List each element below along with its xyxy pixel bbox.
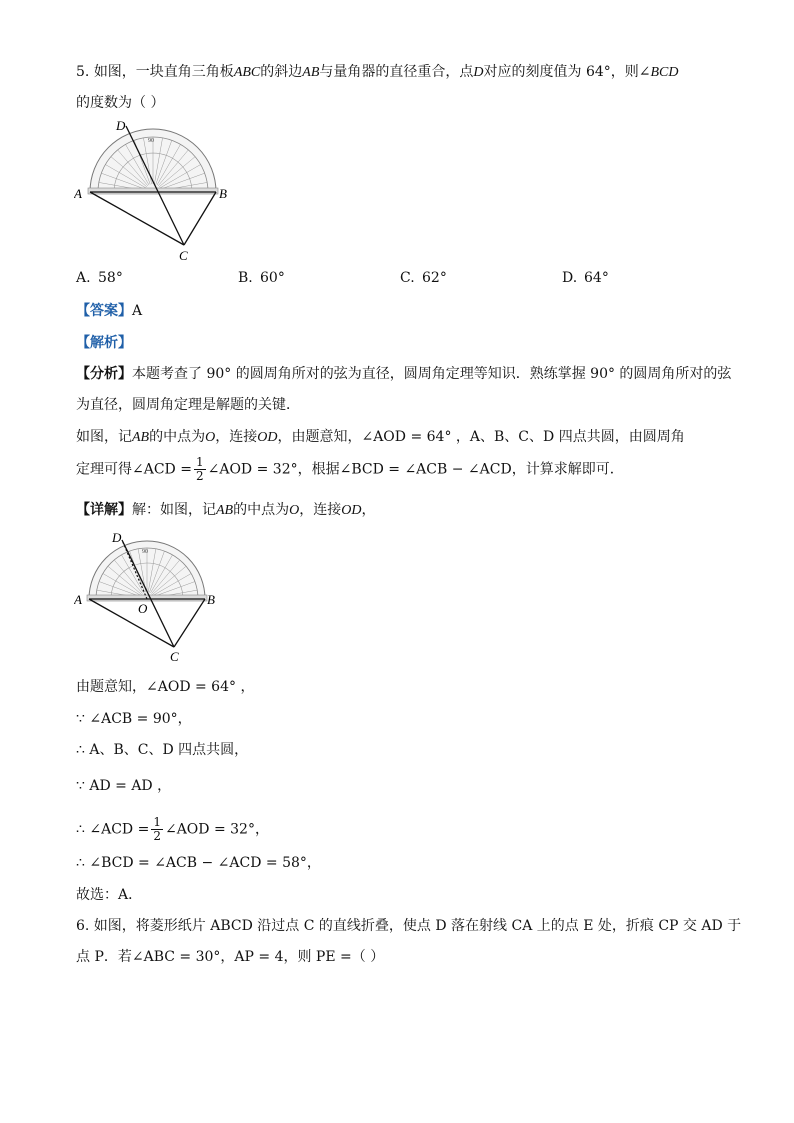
option-d[interactable]: D. 64° xyxy=(562,270,609,286)
q5-stem-line1: 5. 如图，一块直角三角板ABC的斜边AB与量角器的直径重合，点D对应的刻度值为 64°，则∠BCD xyxy=(76,64,679,80)
analysis-heading: 【解析】 xyxy=(76,335,132,351)
answer-line xyxy=(76,301,142,321)
fraction-half: $\frac{1}{2}$ xyxy=(195,455,204,483)
detail-line: 【详解】解：如图，记AB的中点为O，连接OD， xyxy=(76,502,376,518)
step-1: 由题意知，∠AOD = 64° ， xyxy=(76,679,255,695)
option-c[interactable]: C. 62° xyxy=(400,270,447,286)
fenxi-line2: 为直径，圆周角定理是解题的关键． xyxy=(76,397,300,413)
label-C: C xyxy=(170,649,179,664)
q5-figure-1 xyxy=(74,116,234,266)
q6-stem-line2: 点 P．若∠ABC = 30°，AP = 4，则 PE =（ ） xyxy=(76,949,385,965)
analysis-para-line2: 定理可得∠ACD = $\frac{1}{2}$ ∠AOD = 32°，根据∠BCD = ∠ACB − ∠ACD，计算求解即可． xyxy=(76,455,624,483)
label-A: A xyxy=(74,186,82,201)
q5-figure-2 xyxy=(74,530,224,665)
step-2: ∵ ∠ACB = 90°， xyxy=(76,711,192,727)
label-A: A xyxy=(74,592,82,607)
svg-text:90: 90 xyxy=(148,138,154,144)
step-4: ∵ AD = AD ， xyxy=(76,778,172,794)
label-B: B xyxy=(219,186,227,201)
label-O: O xyxy=(138,601,148,616)
q6-stem-line1: 6. 如图，将菱形纸片 ABCD 沿过点 C 的直线折叠，使点 D 落在射线 CA 上的点 E 处，折痕 CP 交 AD 于 xyxy=(76,918,742,934)
analysis-para-line1: 如图，记AB的中点为O，连接OD，由题意知，∠AOD = 64° ，A、B、C、D 四点共圆，由圆周角 xyxy=(76,429,685,445)
step-5: ∴ ∠ACD = $\frac{1}{2}$ ∠AOD = 32°， xyxy=(76,815,269,843)
label-D: D xyxy=(112,530,122,545)
answer-tag: 【答案】 xyxy=(76,303,132,319)
step-7: 故选：A． xyxy=(76,887,143,903)
label-D: D xyxy=(116,118,126,133)
step-6: ∴ ∠BCD = ∠ACB − ∠ACD = 58°， xyxy=(76,855,321,871)
answer-value: A xyxy=(132,303,143,319)
label-C: C xyxy=(179,248,188,263)
q5-stem-line2: 的度数为（ ） xyxy=(76,95,165,111)
label-B: B xyxy=(207,592,215,607)
step-3: ∴ A、B、C、D 四点共圆， xyxy=(76,742,249,758)
q5-number: 5. xyxy=(76,64,90,80)
option-b[interactable]: B. 60° xyxy=(238,270,285,286)
svg-text:90: 90 xyxy=(142,549,148,555)
protractor-icon xyxy=(88,129,218,194)
fenxi-line1: 【分析】本题考查了 90° 的圆周角所对的弦为直径，圆周角定理等知识．熟练掌握 90° 的圆周角所对的弦 xyxy=(76,366,732,382)
option-a[interactable]: A. 58° xyxy=(76,270,123,286)
fraction-half: $\frac{1}{2}$ xyxy=(153,815,161,843)
